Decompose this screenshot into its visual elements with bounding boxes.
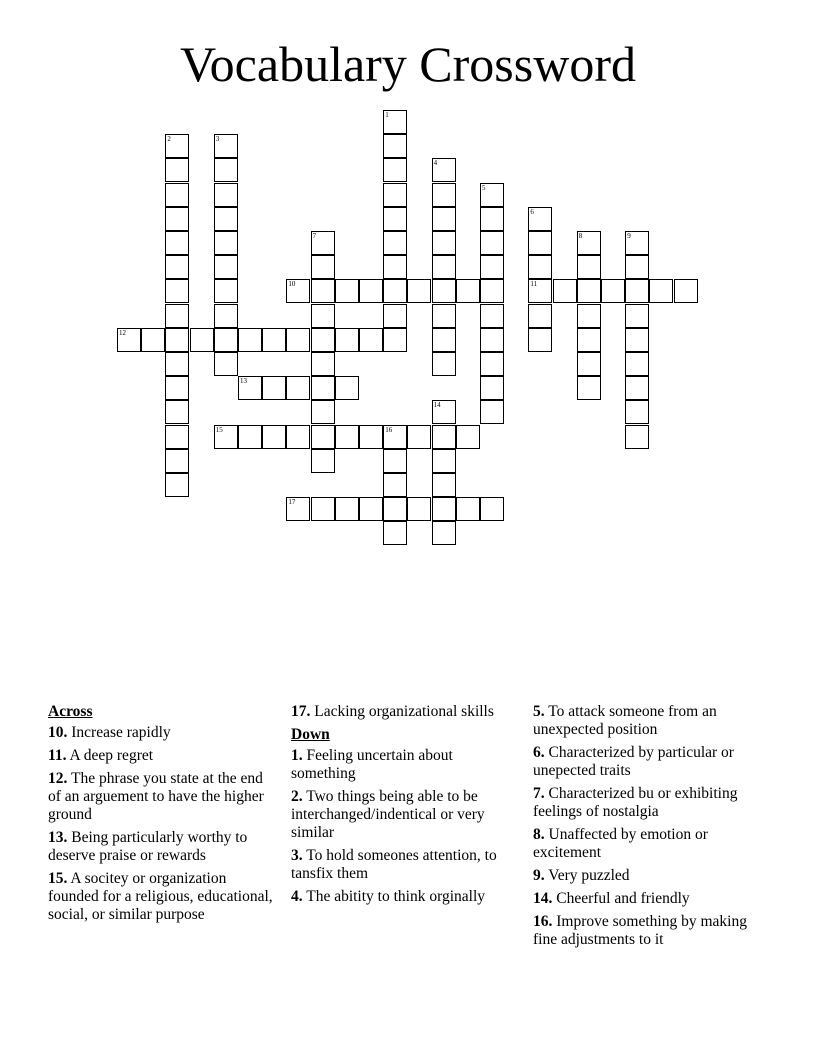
grid-cell[interactable] <box>480 352 504 376</box>
clues-column-1 <box>48 703 278 929</box>
grid-cell[interactable] <box>311 425 335 449</box>
grid-cell[interactable] <box>214 279 238 303</box>
clue-item <box>533 785 773 821</box>
grid-cell[interactable] <box>141 328 165 352</box>
grid-cell[interactable] <box>311 400 335 424</box>
clue-number: 7 <box>312 232 317 240</box>
grid-cell[interactable] <box>165 449 189 473</box>
grid-cell[interactable] <box>311 328 335 352</box>
grid-cell[interactable] <box>214 134 238 158</box>
grid-cell[interactable] <box>432 255 456 279</box>
grid-cell[interactable] <box>165 473 189 497</box>
grid-cell[interactable] <box>577 304 601 328</box>
clue-item-text: Increase rapidly <box>67 724 171 741</box>
clue-number: 13 <box>240 377 247 386</box>
grid-cell[interactable] <box>311 352 335 376</box>
grid-cell[interactable] <box>383 497 407 521</box>
clues-column-3 <box>533 703 773 954</box>
grid-cell[interactable] <box>432 158 456 182</box>
grid-cell[interactable] <box>528 231 552 255</box>
grid-cell[interactable] <box>480 183 504 207</box>
grid-cell[interactable] <box>383 425 407 449</box>
grid-cell[interactable] <box>432 425 456 449</box>
grid-cell[interactable] <box>528 304 552 328</box>
clue-number: 14 <box>433 401 441 410</box>
clue-item-text: Improve something by making fine adjustments to it <box>533 913 747 948</box>
grid-cell[interactable] <box>238 328 262 352</box>
grid-cell[interactable] <box>165 352 189 376</box>
grid-cell[interactable] <box>625 376 649 400</box>
grid-cell[interactable] <box>383 521 407 545</box>
grid-cell[interactable] <box>286 328 310 352</box>
grid-cell[interactable] <box>165 304 189 328</box>
grid-cell[interactable] <box>480 400 504 424</box>
clue-item-text: Characterized bu or exhibiting feelings of nostalgia <box>533 785 738 820</box>
grid-cell[interactable] <box>625 304 649 328</box>
grid-cell[interactable] <box>165 328 189 352</box>
clue-item-number: 5. <box>533 703 545 720</box>
grid-cell[interactable] <box>335 279 359 303</box>
grid-cell[interactable] <box>383 183 407 207</box>
grid-cell[interactable] <box>311 449 335 473</box>
clue-number: 11 <box>530 280 538 289</box>
grid-cell[interactable] <box>625 425 649 449</box>
across-heading: Across <box>48 703 93 720</box>
grid-cell[interactable] <box>165 134 189 158</box>
grid-cell[interactable] <box>214 255 238 279</box>
clue-item-number: 11. <box>48 747 67 764</box>
grid-cell[interactable] <box>625 400 649 424</box>
grid-cell[interactable] <box>165 279 189 303</box>
down-clue-list-continued <box>533 703 773 949</box>
clue-item-text: Unaffected by emotion or excitement <box>533 826 708 861</box>
grid-cell[interactable] <box>432 497 456 521</box>
down-clue-list <box>291 747 516 906</box>
clue-number: 3 <box>215 135 220 144</box>
grid-cell[interactable] <box>432 231 456 255</box>
grid-cell[interactable] <box>165 425 189 449</box>
grid-cell[interactable] <box>528 255 552 279</box>
clue-item-number: 15. <box>48 870 68 887</box>
grid-cell[interactable] <box>190 328 214 352</box>
clue-item <box>48 829 278 865</box>
grid-cell[interactable] <box>480 328 504 352</box>
grid-cell[interactable] <box>456 497 480 521</box>
clue-number: 6 <box>530 207 534 216</box>
grid-cell[interactable] <box>335 425 359 449</box>
grid-cell[interactable] <box>262 425 286 449</box>
clue-number: 4 <box>433 159 438 168</box>
grid-cell[interactable] <box>214 183 238 207</box>
grid-cell[interactable] <box>383 207 407 231</box>
grid-cell[interactable] <box>383 231 407 255</box>
clue-item-number: 12. <box>48 770 68 787</box>
grid-cell[interactable] <box>165 255 189 279</box>
grid-cell[interactable] <box>335 376 359 400</box>
grid-cell[interactable] <box>214 304 238 328</box>
clue-item <box>533 890 773 908</box>
grid-cell[interactable] <box>432 304 456 328</box>
clue-item-number: 1. <box>291 747 303 764</box>
grid-cell[interactable] <box>528 328 552 352</box>
grid-cell[interactable] <box>311 304 335 328</box>
clue-number: 16 <box>385 425 393 434</box>
grid-cell[interactable] <box>577 255 601 279</box>
clue-item-text: Two things being able to be interchanged/indentical or very similar <box>291 788 485 841</box>
grid-cell[interactable] <box>577 279 601 303</box>
grid-cell[interactable] <box>407 497 431 521</box>
grid-cell[interactable] <box>625 231 649 255</box>
clue-item <box>48 724 278 742</box>
grid-cell[interactable] <box>165 207 189 231</box>
grid-cell[interactable] <box>625 279 649 303</box>
clue-number: 5 <box>482 183 486 192</box>
grid-cell[interactable] <box>456 425 480 449</box>
grid-cell[interactable] <box>625 328 649 352</box>
grid-cell[interactable] <box>528 207 552 231</box>
grid-cell[interactable] <box>432 328 456 352</box>
grid-cell[interactable] <box>238 425 262 449</box>
grid-cell[interactable] <box>214 207 238 231</box>
grid-cell[interactable] <box>383 134 407 158</box>
grid-cell[interactable] <box>480 279 504 303</box>
clue-item-text: To hold someones attention, to tansfix them <box>291 847 497 882</box>
clue-item <box>291 888 516 906</box>
clue-item-number: 8. <box>533 826 545 843</box>
clue-item-number: 2. <box>291 788 303 805</box>
grid-cell[interactable] <box>311 255 335 279</box>
clue-item <box>533 867 773 885</box>
grid-cell[interactable] <box>577 328 601 352</box>
grid-cell[interactable] <box>262 328 286 352</box>
grid-cell[interactable] <box>480 376 504 400</box>
clue-item-text: The abitity to think orginally <box>302 888 486 905</box>
clue-item-number: 9. <box>533 867 545 884</box>
grid-cell[interactable] <box>432 207 456 231</box>
clue-item-number: 3. <box>291 847 303 864</box>
grid-cell[interactable] <box>456 279 480 303</box>
grid-cell[interactable] <box>335 328 359 352</box>
clue-item <box>533 913 773 949</box>
clue-item-number: 16. <box>533 913 553 930</box>
grid-cell[interactable] <box>214 352 238 376</box>
grid-cell[interactable] <box>625 352 649 376</box>
clue-item <box>291 747 516 783</box>
grid-cell[interactable] <box>214 231 238 255</box>
clue-number: 15 <box>215 425 223 434</box>
grid-cell[interactable] <box>553 279 577 303</box>
down-heading: Down <box>291 726 330 743</box>
clue-number: 8 <box>578 232 583 240</box>
clue-item <box>291 847 516 883</box>
grid-cell[interactable] <box>165 183 189 207</box>
grid-cell[interactable] <box>383 473 407 497</box>
clue-item <box>533 703 773 739</box>
grid-cell[interactable] <box>359 328 383 352</box>
clue-number: 1 <box>385 111 389 119</box>
grid-cell[interactable] <box>214 425 238 449</box>
grid-cell[interactable] <box>286 425 310 449</box>
grid-cell[interactable] <box>165 231 189 255</box>
clue-item <box>291 703 516 721</box>
clue-item <box>48 870 278 924</box>
grid-cell[interactable] <box>480 497 504 521</box>
grid-cell[interactable] <box>311 497 335 521</box>
grid-cell[interactable] <box>286 497 310 521</box>
grid-cell[interactable] <box>577 231 601 255</box>
clue-item <box>291 788 516 842</box>
grid-cell[interactable] <box>432 449 456 473</box>
grid-cell[interactable] <box>432 279 456 303</box>
grid-cell[interactable] <box>311 376 335 400</box>
clue-item-text: To attack someone from an unexpected position <box>533 703 717 738</box>
grid-cell[interactable] <box>383 158 407 182</box>
grid-cell[interactable] <box>432 400 456 424</box>
grid-cell[interactable] <box>432 521 456 545</box>
grid-cell[interactable] <box>480 231 504 255</box>
grid-cell[interactable] <box>674 279 698 303</box>
clue-item-text: Very puzzled <box>544 867 630 884</box>
grid-cell[interactable] <box>359 425 383 449</box>
clue-item-number: 13. <box>48 829 68 846</box>
grid-cell[interactable] <box>214 328 238 352</box>
grid-cell[interactable] <box>480 255 504 279</box>
grid-cell[interactable] <box>262 376 286 400</box>
grid-cell[interactable] <box>649 279 673 303</box>
clue-item-number: 4. <box>291 888 303 905</box>
grid-cell[interactable] <box>383 279 407 303</box>
clue-item-text: The phrase you state at the end of an arguement to have the higher ground <box>48 770 264 823</box>
clue-item-number: 10. <box>48 724 68 741</box>
grid-cell[interactable] <box>407 279 431 303</box>
clue-item-number: 17. <box>291 703 311 720</box>
clue-number: 17 <box>288 498 296 507</box>
grid-cell[interactable] <box>480 207 504 231</box>
grid-cell[interactable] <box>359 497 383 521</box>
grid-cell[interactable] <box>383 328 407 352</box>
grid-cell[interactable] <box>407 425 431 449</box>
clue-item <box>48 747 278 765</box>
clue-item-text: Characterized by particular or unepected traits <box>533 744 734 779</box>
page-title: Vocabulary Crossword <box>180 36 636 92</box>
grid-cell[interactable] <box>214 158 238 182</box>
clue-item <box>48 770 278 824</box>
clues-column-2 <box>291 703 516 911</box>
grid-cell[interactable] <box>165 400 189 424</box>
grid-cell[interactable] <box>577 352 601 376</box>
clue-number: 2 <box>167 135 171 144</box>
grid-cell[interactable] <box>335 497 359 521</box>
grid-cell[interactable] <box>432 183 456 207</box>
clue-number: 12 <box>119 328 126 337</box>
clue-item-text: Being particularly worthy to deserve praise or rewards <box>48 829 248 864</box>
clue-item <box>533 826 773 862</box>
across-clue-list <box>48 724 278 924</box>
grid-cell[interactable] <box>286 376 310 400</box>
grid-cell[interactable] <box>311 231 335 255</box>
grid-cell[interactable] <box>383 255 407 279</box>
grid-cell[interactable] <box>383 449 407 473</box>
clue-item-text: Cheerful and friendly <box>552 890 690 907</box>
clue-item-number: 14. <box>533 890 553 907</box>
grid-cell[interactable] <box>625 255 649 279</box>
grid-cell[interactable] <box>577 376 601 400</box>
grid-cell[interactable] <box>528 279 552 303</box>
grid-cell[interactable] <box>359 279 383 303</box>
clue-item <box>533 744 773 780</box>
across-clue-list-continued <box>291 703 516 721</box>
grid-cell[interactable] <box>601 279 625 303</box>
clue-item-text: Feeling uncertain about something <box>291 747 453 782</box>
clue-item-number: 6. <box>533 744 545 761</box>
grid-cell[interactable] <box>286 279 310 303</box>
grid-cell[interactable] <box>383 304 407 328</box>
clue-item-text: A socitey or organization founded for a religious, educational, social, or similar purpose <box>48 870 273 923</box>
grid-cell[interactable] <box>311 279 335 303</box>
grid-cell[interactable] <box>432 473 456 497</box>
clue-number: 9 <box>627 232 631 240</box>
clue-item-number: 7. <box>533 785 545 802</box>
clue-item-text: Lacking organizational skills <box>310 703 494 720</box>
clue-item-text: A deep regret <box>66 747 154 764</box>
grid-cell[interactable] <box>165 376 189 400</box>
grid-cell[interactable] <box>383 110 407 134</box>
grid-cell[interactable] <box>238 376 262 400</box>
grid-cell[interactable] <box>480 304 504 328</box>
grid-cell[interactable] <box>165 158 189 182</box>
clue-number: 10 <box>288 280 296 289</box>
grid-cell[interactable] <box>117 328 141 352</box>
grid-cell[interactable] <box>432 352 456 376</box>
